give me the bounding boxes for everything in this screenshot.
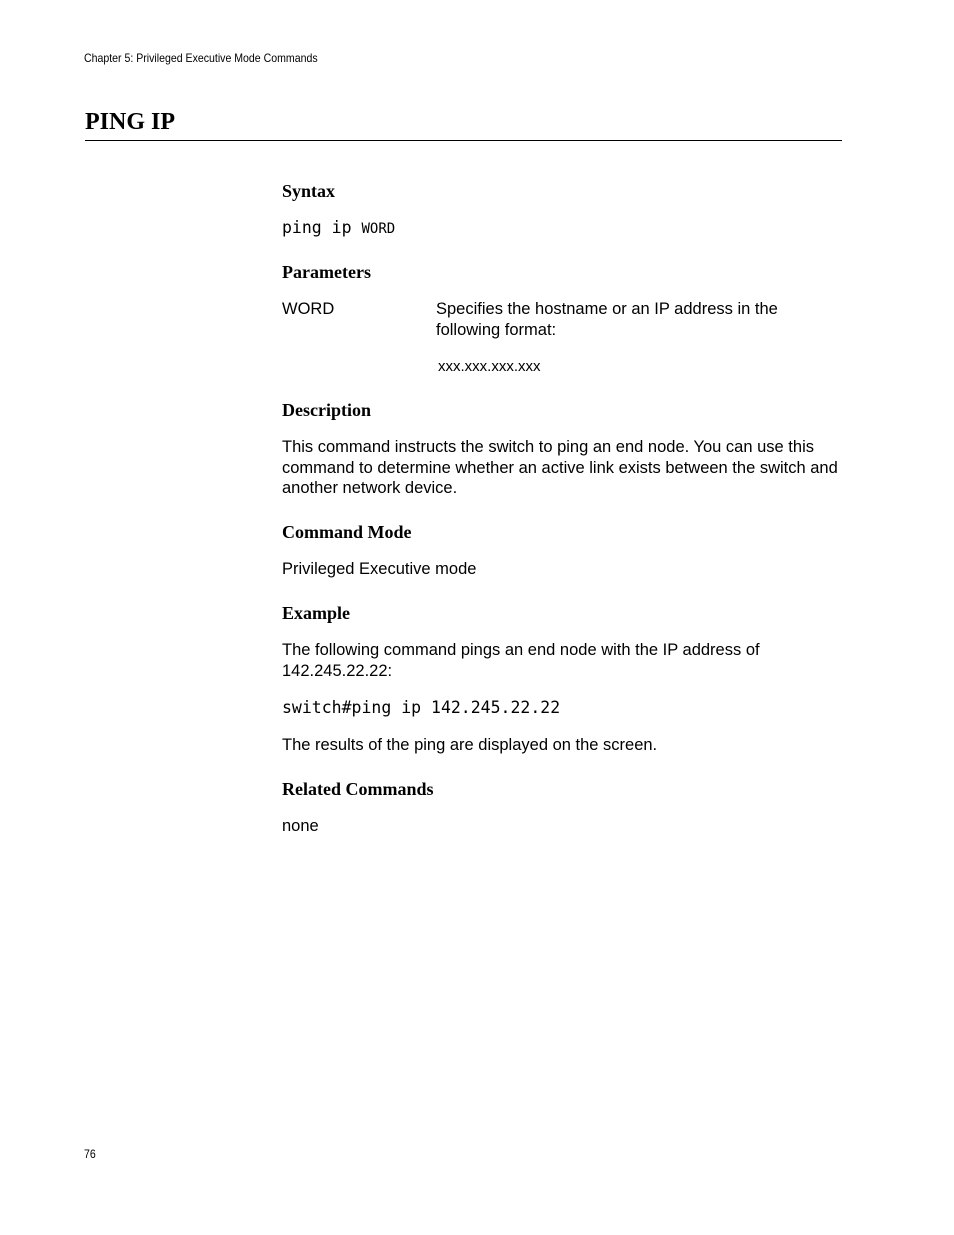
- syntax-command: [282, 218, 395, 239]
- related-commands-heading: Related Commands: [282, 779, 434, 799]
- related-commands-text: none: [282, 817, 319, 835]
- syntax-command-text: ping ip: [282, 218, 362, 237]
- description-text: This command instructs the switch to ping an end node. You can use this command to determine whether an active link exists between the switch and another network device.: [282, 438, 838, 497]
- title-divider: [85, 140, 842, 141]
- running-header: Chapter 5: Privileged Executive Mode Commands: [84, 51, 318, 65]
- syntax-heading: Syntax: [282, 181, 336, 201]
- parameter-name: WORD: [282, 300, 335, 318]
- parameter-description: Specifies the hostname or an IP address in the following format:: [436, 300, 778, 339]
- example-result: The results of the ping are displayed on the screen.: [282, 736, 658, 754]
- command-mode-heading: Command Mode: [282, 522, 412, 542]
- parameter-format: xxx.xxx.xxx.xxx: [438, 358, 541, 375]
- command-mode-text: Privileged Executive mode: [282, 560, 477, 578]
- example-heading: Example: [282, 603, 351, 623]
- page-title: PING IP: [85, 109, 175, 135]
- example-intro: The following command pings an end node with the IP address of 142.245.22.22:: [282, 641, 760, 680]
- parameters-heading: Parameters: [282, 262, 371, 282]
- example-code: switch#ping ip 142.245.22.22: [282, 698, 561, 717]
- syntax-argument: WORD: [361, 221, 396, 237]
- page-number: 76: [84, 1147, 96, 1161]
- description-heading: Description: [282, 400, 371, 420]
